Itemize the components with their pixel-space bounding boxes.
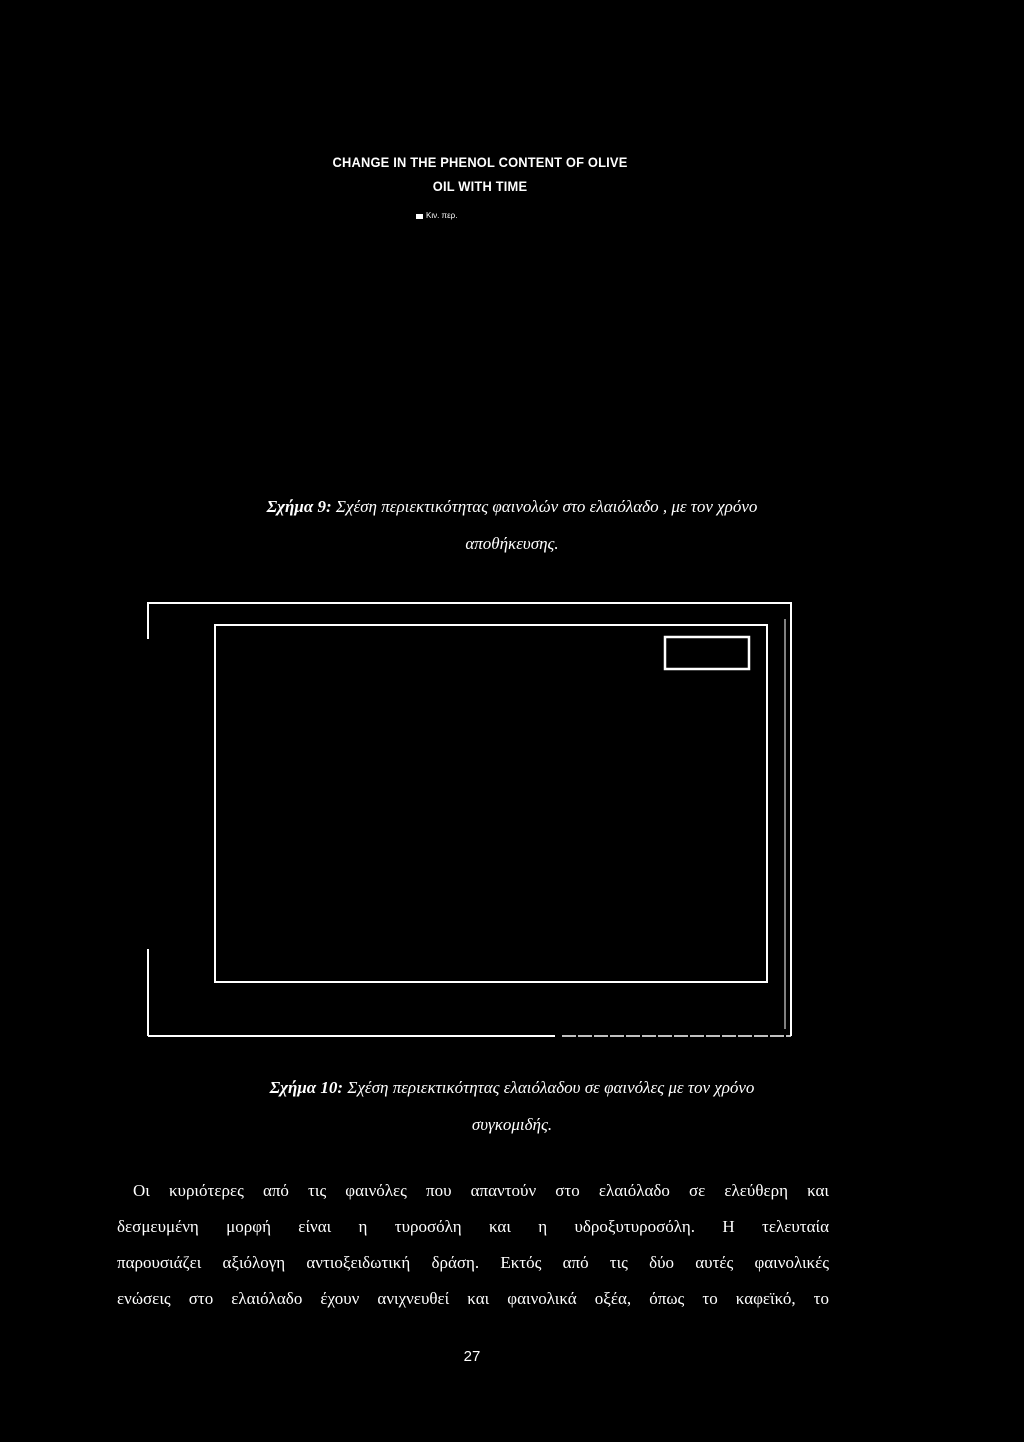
body-paragraph [117,1173,829,1317]
page-number: 27 [463,1348,481,1365]
figure-9-caption-text-1: Σχέση περιεκτικότητας φαινολών στο ελαιόλαδο , με τον χρόνο [335,497,758,516]
figure-9-chart-title [287,150,673,198]
figure-10-legend-box [665,637,749,669]
figure-10-caption-text-2: συγκομιδής. [471,1115,553,1134]
body-line-4: ενώσεις στο ελαιόλαδο έχουν ανιχνευθεί και φαινολικά οξέα, όπως το καφεϊκό, το [117,1289,829,1308]
body-line-2: δεσμευμένη μορφή είναι η τυροσόλη και η υδροξυτυροσόλη. Η τελευταία [117,1217,829,1236]
figure-9-legend-label: Κιν. περ. [426,211,458,220]
figure-10-caption-line-1 [100,1069,924,1106]
figure-10-caption [100,1069,924,1143]
figure-10-caption-text-1: Σχέση περιεκτικότητας ελαιόλαδου σε φαινόλες με τον χρόνο [347,1078,755,1097]
body-line-1: Οι κυριότερες από τις φαινόλες που απαντούν στο ελαιόλαδο σε ελεύθερη και [133,1181,829,1200]
figure-9-legend [416,211,457,221]
figure-10-chart [147,599,793,1038]
figure-9-chart-title-line-1: CHANGE IN THE PHENOL CONTENT OF OLIVE [332,154,628,170]
figure-10-plot-area [215,625,767,982]
figure-9-caption-label: Σχήμα 9: [266,497,332,516]
body-line-3: παρουσιάζει αξιόλογη αντιοξειδωτική δράση. Εκτός από τις δύο αυτές φαινολικές [117,1253,829,1272]
figure-9-chart-title-line-2: OIL WITH TIME [432,178,528,194]
figure-10-frame-svg [147,599,793,1038]
figure-9-caption-text-2: αποθήκευσης. [465,534,559,553]
figure-9-caption-line-1 [100,488,924,525]
legend-swatch-icon [416,214,423,219]
figure-9-caption [100,488,924,562]
figure-10-caption-label: Σχήμα 10: [269,1078,344,1097]
